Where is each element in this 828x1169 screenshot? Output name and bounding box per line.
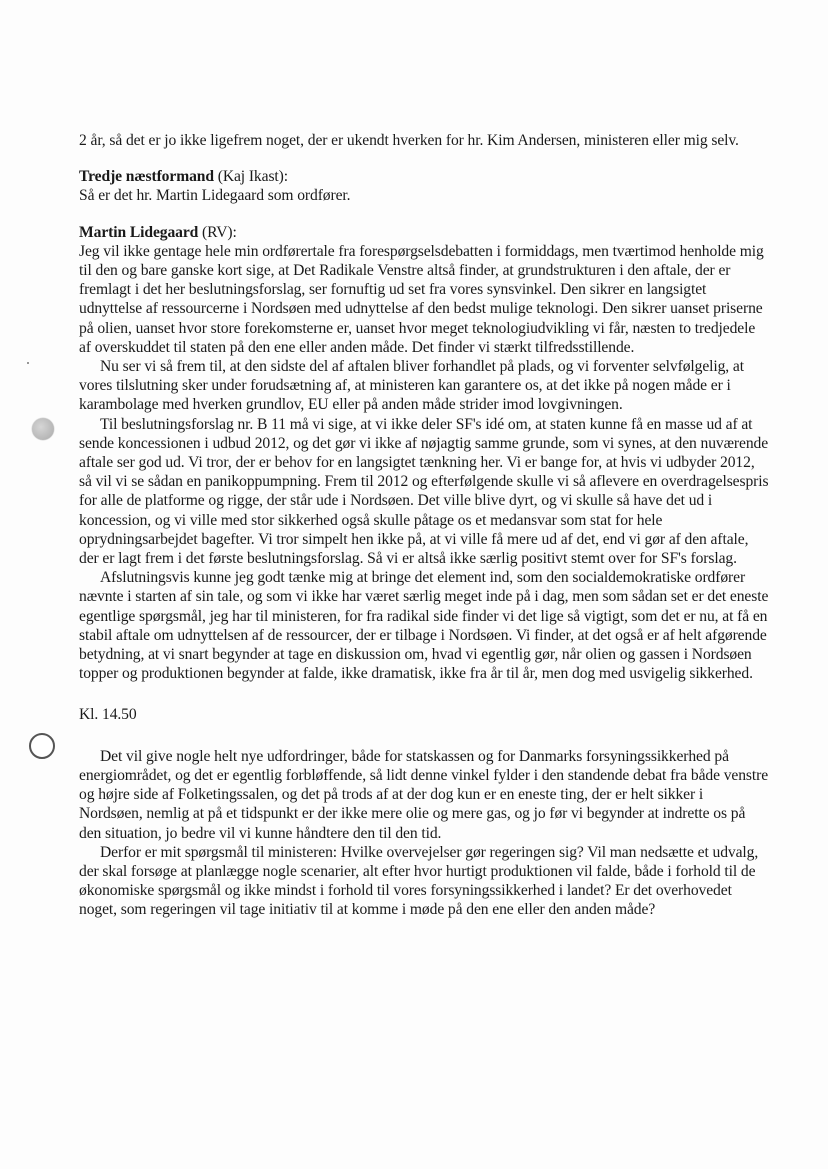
chair-speaker-heading (79, 167, 769, 186)
punch-hole-lower (29, 733, 55, 759)
speech-paragraph: Afslutningsvis kunne jeg godt tænke mig at bringe det element ind, som den socialdemokratiske ordfører nævnte i starten af sin tale, og som vi ikke har været særlig meget inde på i dag, men som sådan set er det eneste egentlige spørgsmål, jeg har til ministeren, for fra radikal side finder vi det lige så vigtigt, som det er nu, at få en stabil aftale om udnyttelsen af de ressourcer, der er tilbage i Nordsøen. Vi finder, at det også er af helt afgørende betydning, at vi snart begynder at tage en diskussion om, hvad vi egentlig gør, når olien og gassen i Nordsøen topper og produktionen begynder at falde, ikke dramatisk, ikke fra år til år, men dog med usvigelig sikkerhed. (79, 569, 769, 683)
timestamp: Kl. 14.50 (79, 706, 137, 724)
opening-paragraph: 2 år, så det er jo ikke ligefrem noget, der er ukendt hverken for hr. Kim Andersen, ministeren eller mig selv. (79, 132, 739, 149)
chair-speaker-party: (Kaj Ikast): (213, 168, 288, 186)
closing-paragraph: Det vil give nogle helt nye udfordringer, både for statskassen og for Danmarks forsyningssikkerhed på energiområdet, og det er egentlig forbløffende, så lidt denne vinkel fylder i den standende debat fra både venstre og højre side af Folketingssalen, og det på trods af at der dog kun er en eneste ting, der er helt sikker i Nordsøen, nemlig at på et tidspunkt er der ikke mere olie og mere gas, og jo før vi begynder at indrette os på den situation, jo bedre vil vi kunne håndtere den til den tid. (79, 747, 769, 842)
scan-speck (27, 362, 29, 364)
speech-paragraph: Nu ser vi så frem til, at den sidste del af aftalen bliver forhandlet på plads, og vi forventer selvfølgelig, at vores tilslutning sker under forudsætning af, at ministeren kan garantere os, at det ikke på nogen måde er i karambolage med hverken grundlov, EU eller på anden måde strider imod lovgivningen. (79, 358, 744, 414)
punch-hole-upper (32, 418, 54, 440)
speaker-party: (RV): (198, 223, 237, 241)
speech-paragraph: Til beslutningsforslag nr. B 11 må vi sige, at vi ikke deler SF's idé om, at staten kunne få en masse ud af at sende koncessionen i udbud 2012, og det gør vi ikke af nøjagtig samme grunde, som vi synes, at den nuværende aftale ser god ud. Vi tror, der er behov for en langsigtet tænkning her. Vi er bange for, at hvis vi udbyder 2012, så vil vi se sådan en panikoppumpning. Frem til 2012 og efterfølgende skulle vi så aflevere en overdragelsespris for alle de platforme og rigge, der står ude i Nordsøen. Det ville blive dyrt, og vi skulle så have det ud i koncession, og vi ville med stor sikkerhed også skulle påtage os et medansvar som stat for hele oprydningsarbejdet bagefter. Vi tror simpelt hen ikke på, at vi ville få mere ud af det, end vi gør af den aftale, der er lagt frem i det første beslutningsforslag. Så vi er altså ikke særlig positivt stemt over for SF's forslag. (79, 415, 769, 568)
document-body (79, 131, 769, 920)
speaker-heading (79, 223, 769, 242)
speaker-name: Martin Lidegaard (79, 223, 199, 241)
closing-paragraph: Derfor er mit spørgsmål til ministeren: Hvilke overvejelser gør regeringen sig? Vil man nedsætte et udvalg, der skal forsøge at planlægge nogle scenarier, alt efter hvor hurtigt produktionen vil falde, både i forhold til de økonomiske spørgsmål og ikke mindst i forhold til vores forsyningssikkerhed i landet? Er det overhovedet noget, som regeringen vil tage initiativ til at komme i møde på den ene eller den anden måde? (79, 843, 759, 919)
chair-statement: Så er det hr. Martin Lidegaard som ordfører. (79, 187, 351, 205)
chair-speaker-name: Tredje næstformand (79, 168, 214, 186)
speech-paragraph: Jeg vil ikke gentage hele min ordførertale fra forespørgselsdebatten i formiddags, men tværtimod henholde mig til den og bare ganske kort sige, at Det Radikale Venstre altså finder, at grundstrukturen i den aftale, der er fremlagt i det her beslutningsforslag, ser fornuftig ud set fra vores synsvinkel. Den sikrer en langsigtet udnyttelse af ressourcerne i Nordsøen med udnyttelse af den bedst mulige teknologi. Den sikrer uanset priserne på olien, uanset hvor store forekomsterne er, uanset hvor meget teknologiudvikling vi får, næsten to tredjedele af overskuddet til staten på den ene eller anden måde. Det finder vi stærkt tilfredsstillende. (79, 242, 764, 356)
